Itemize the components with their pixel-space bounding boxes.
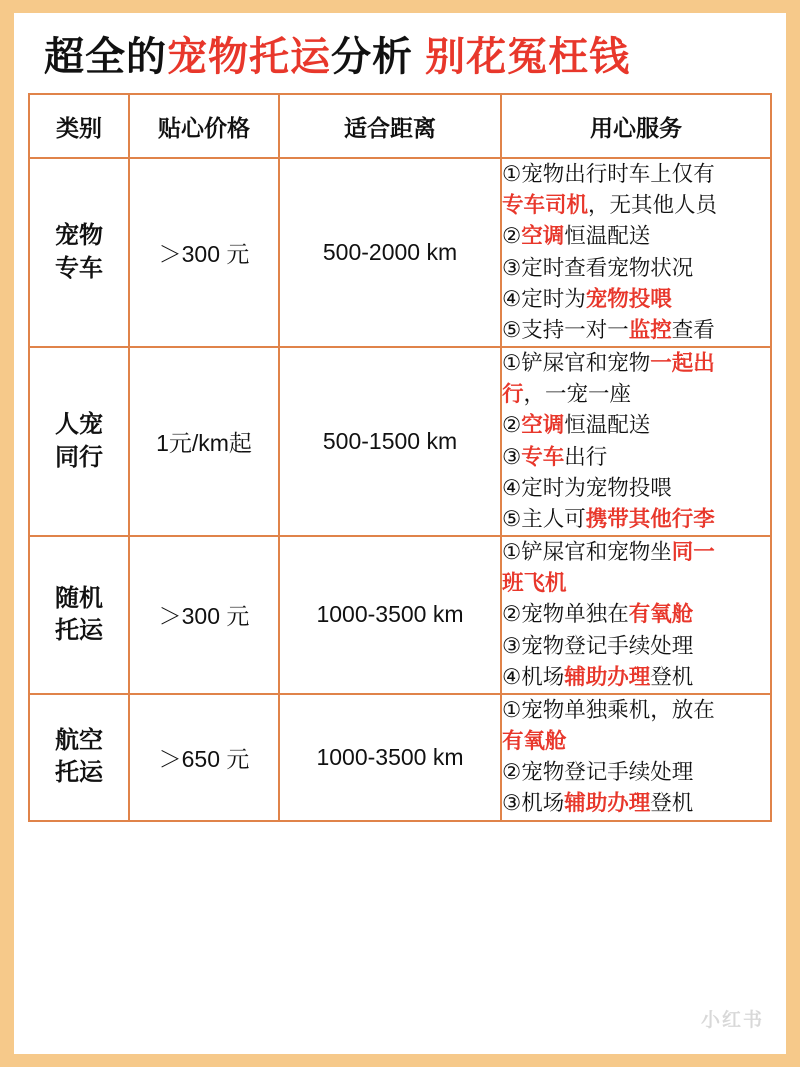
service-line	[502, 473, 770, 504]
table-row	[29, 347, 771, 536]
service-text: ⑤主人可	[502, 506, 586, 531]
service-line	[502, 695, 770, 726]
cell-service	[501, 158, 771, 347]
service-line	[502, 190, 770, 221]
service-text: 恒温配送	[564, 413, 651, 438]
cell-category: 人宠 同行	[29, 347, 129, 536]
service-line	[502, 537, 770, 568]
service-line	[502, 410, 770, 441]
watermark: 小红书	[700, 1010, 764, 1031]
service-text: 恒温配送	[564, 224, 651, 249]
service-line	[502, 599, 770, 630]
service-text: ①铲屎官和宠物	[502, 351, 651, 376]
cell-distance: 1000-3500 km	[279, 536, 501, 694]
service-text: 登机	[650, 791, 694, 816]
service-line	[502, 253, 770, 284]
cell-price: ＞300 元	[129, 536, 279, 694]
service-text: ③	[502, 444, 522, 469]
service-line	[502, 631, 770, 662]
service-text: ②宠物单独在	[502, 602, 629, 627]
service-text: ④定时为	[502, 286, 586, 311]
service-line	[502, 379, 770, 410]
cell-service	[501, 536, 771, 694]
service-highlight: 有氧舱	[628, 602, 694, 627]
service-text: 查看	[671, 317, 715, 342]
service-text: ③定时查看宠物状况	[502, 255, 694, 280]
service-highlight: 辅助办理	[564, 664, 651, 689]
service-text: ②	[502, 224, 522, 249]
service-line	[502, 568, 770, 599]
service-highlight: 有氧舱	[502, 729, 567, 754]
service-line	[502, 442, 770, 473]
service-line	[502, 221, 770, 252]
header-category: 类别	[29, 94, 129, 158]
table-row	[29, 158, 771, 347]
service-text: 登机	[650, 664, 694, 689]
title-segment-1: 超全的	[44, 35, 167, 79]
cell-price: 1元/km起	[129, 347, 279, 536]
service-line	[502, 159, 770, 190]
service-text: ④定时为宠物投喂	[502, 475, 672, 500]
service-text: ②宠物登记手续处理	[502, 760, 694, 785]
service-text: 出行	[564, 444, 608, 469]
service-highlight: 班飞机	[502, 571, 567, 596]
header-service: 用心服务	[501, 94, 771, 158]
service-text: ①铲屎官和宠物坐	[502, 540, 672, 565]
cell-distance: 1000-3500 km	[279, 694, 501, 821]
table-header-row	[29, 94, 771, 158]
table-row	[29, 536, 771, 694]
service-text: ⑤支持一对一	[502, 317, 629, 342]
cell-distance: 500-2000 km	[279, 158, 501, 347]
table-body	[29, 158, 771, 821]
service-line	[502, 726, 770, 757]
service-line	[502, 788, 770, 819]
service-line	[502, 348, 770, 379]
service-highlight: 辅助办理	[564, 791, 651, 816]
cell-service	[501, 694, 771, 821]
cell-service	[501, 347, 771, 536]
service-text: ③机场	[502, 791, 565, 816]
service-highlight: 一起出	[650, 351, 715, 376]
service-text: ④机场	[502, 664, 565, 689]
service-highlight: 携带其他行李	[585, 506, 715, 531]
service-line	[502, 662, 770, 693]
service-text: ②	[502, 413, 522, 438]
cell-price: ＞300 元	[129, 158, 279, 347]
table-row	[29, 694, 771, 821]
service-line	[502, 504, 770, 535]
service-text: ③宠物登记手续处理	[502, 633, 694, 658]
header-distance: 适合距离	[279, 94, 501, 158]
service-highlight: 宠物投喂	[585, 286, 672, 311]
header-price: 贴心价格	[129, 94, 279, 158]
comparison-table	[28, 93, 772, 822]
service-highlight: 专车	[521, 444, 565, 469]
cell-category: 随机 托运	[29, 536, 129, 694]
service-highlight: 监控	[628, 317, 672, 342]
service-highlight: 空调	[521, 413, 565, 438]
page-title	[28, 27, 772, 93]
cell-distance: 500-1500 km	[279, 347, 501, 536]
service-text: ①宠物单独乘机，放在	[502, 697, 715, 722]
service-line	[502, 757, 770, 788]
title-segment-2: 宠物托运	[167, 35, 331, 79]
service-text: ，无其他人员	[588, 193, 718, 218]
service-highlight: 同一	[671, 540, 715, 565]
service-highlight: 行	[502, 382, 524, 407]
title-segment-4: 别花冤枉钱	[425, 35, 631, 79]
poster-inner	[14, 13, 786, 1054]
service-text: ①宠物出行时车上仅有	[502, 162, 715, 186]
service-highlight: 空调	[521, 224, 565, 249]
service-highlight: 专车司机	[502, 193, 589, 218]
table-header	[29, 94, 771, 158]
cell-category: 宠物 专车	[29, 158, 129, 347]
cell-price: ＞650 元	[129, 694, 279, 821]
cell-category: 航空 托运	[29, 694, 129, 821]
service-line	[502, 315, 770, 346]
service-text: ，一宠一座	[523, 382, 632, 407]
service-line	[502, 284, 770, 315]
title-segment-3: 分析	[331, 35, 413, 79]
